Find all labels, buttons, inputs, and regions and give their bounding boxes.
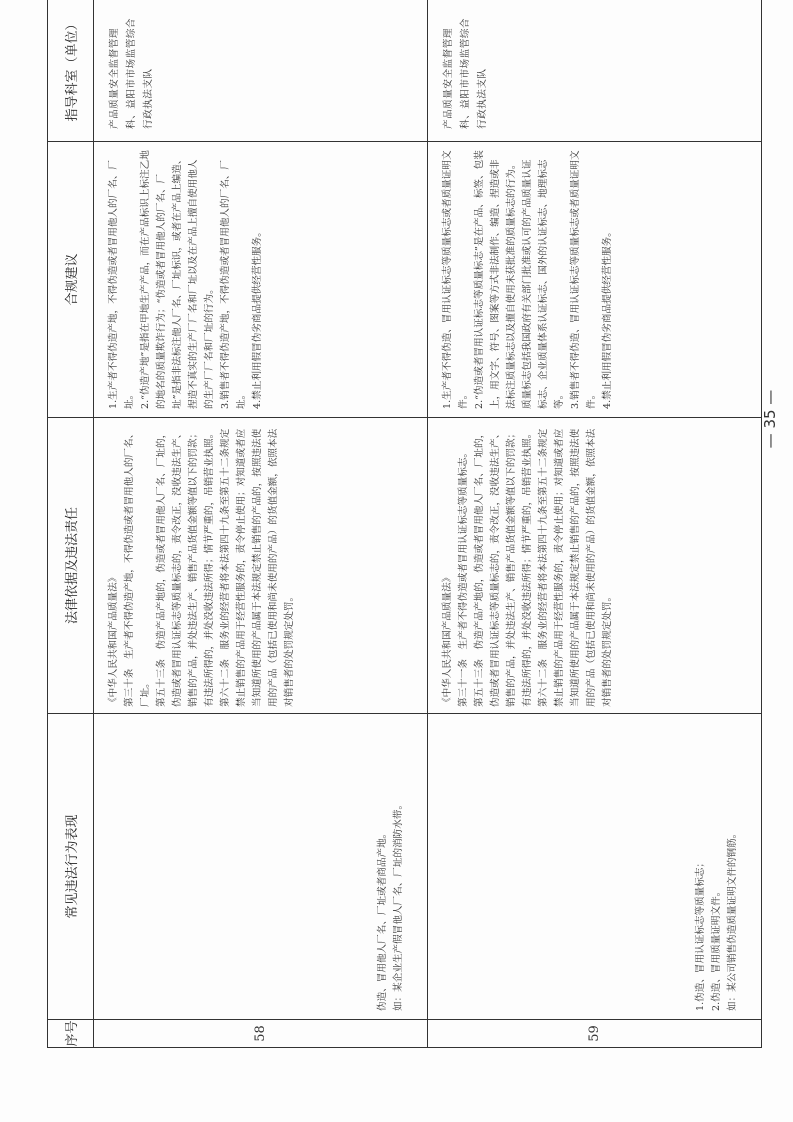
table-header-row xyxy=(48,0,94,1048)
header-advice: 合规建议 xyxy=(48,142,94,418)
behavior-cell xyxy=(94,714,428,1020)
advice-item: 3.销售者不得伪造、冒用认证标志等质量标志或者质量证明文件。 xyxy=(570,150,597,409)
header-behavior: 常见违法行为表现 xyxy=(48,714,94,1020)
behavior-line: 伪造、冒用他人厂名、厂址或者商品产地。 xyxy=(377,828,388,1011)
row-number: 59 xyxy=(428,1020,762,1048)
table-row xyxy=(94,0,428,1048)
header-number: 序号 xyxy=(48,1020,94,1048)
behavior-line: 2.伪造、冒用质量证明文件。 xyxy=(711,886,722,1011)
behavior-example: 如：某公司销售伪造质量证明文件的钢筋。 xyxy=(727,828,738,1011)
behavior-example: 如：某企业生产假冒他人厂名、厂址的消防水带。 xyxy=(393,799,404,1011)
behavior-line: 1.伪造、冒用认证标志等质量标志； xyxy=(695,857,706,1011)
advice-item: 2.“伪造或者冒用认证标志等质量标志”是在产品、标签、包装上，用文字、符号、图案等方式非法制作、编造、捏造或非法标注质量标志以及擅自使用未获批准的质量标志的行为。质量标志包括我国政府有关部门批准或认可的产品质量认证标志、企业质量体系认证标志、国外的认证标志、地理标志等。 xyxy=(474,150,565,409)
advice-item: 4.禁止利用假冒伪劣商品提供经营性服务。 xyxy=(602,227,613,409)
advice-cell xyxy=(94,142,428,418)
advice-item: 1.生产者不得伪造产地，不得伪造或者冒用他人的厂名、厂址。 xyxy=(108,160,135,409)
basis-article: 第六十二条 服务业的经营者将本法第四十九条至第五十二条规定禁止销售的产品用于经营性服务的，责令停止使用；对知道或者应当知道所使用的产品属于本法规定禁止销售的产品的，按照违法使用的产品（包括已使用和尚未使用的产品）的货值金额，依照本法对销售者的处罚规定处罚。 xyxy=(220,428,295,707)
advice-item: 3.销售者不得伪造产地，不得伪造或者冒用他人的厂名、厂址。 xyxy=(220,160,247,409)
basis-article: 第三十条 生产者不得伪造产地，不得伪造或者冒用他人的厂名、厂址。 xyxy=(124,428,151,707)
basis-article: 第五十三条 伪造产品产地的，伪造或者冒用他人厂名、厂址的，伪造或者冒用认证标志等质量标志的，责令改正，没收违法生产、销售的产品，并处违法生产、销售产品货值金额等值以下的罚款；有违法所得的，并处没收违法所得；情节严重的，吊销营业执照。 xyxy=(156,428,215,707)
guiding-unit: 产品质量安全监督管理科、益阳市市场监管综合行政执法支队 xyxy=(443,17,488,129)
basis-article: 第六十二条 服务业的经营者将本法第四十九条至第五十二条规定禁止销售的产品用于经营性服务的，责令停止使用；对知道或者应当知道所使用的产品属于本法规定禁止销售的产品的，按照违法使用的产品（包括已使用和尚未使用的产品）的货值金额，依照本法对销售者的处罚规定处罚。 xyxy=(538,428,613,707)
advice-cell xyxy=(428,142,762,418)
unit-cell xyxy=(428,0,762,142)
basis-cell xyxy=(94,418,428,714)
basis-article: 第三十一条 生产者不得伪造或者冒用认证标志等质量标志。 xyxy=(458,447,469,707)
basis-law-title: 《中华人民共和国产品质量法》 xyxy=(442,572,453,707)
header-basis: 法律依据及违法责任 xyxy=(48,418,94,714)
advice-item: 2.“伪造产地”是指在甲地生产产品，而在产品标识上标注乙地的地名的质量欺诈行为；“伪造或者冒用他人的厂名、厂址”是指非法标注他人厂名、厂址标识，或者在产品上编造、捏造不真实的生产厂厂名和厂址以及在产品上擅自使用他人的生产厂厂名和厂址的行为。 xyxy=(140,150,215,409)
behavior-cell xyxy=(428,714,762,1020)
page-number: — 35 — xyxy=(761,389,779,449)
guiding-unit: 产品质量安全监督管理科、益阳市市场监管综合行政执法支队 xyxy=(109,17,154,129)
advice-item: 4.禁止利用假冒伪劣商品提供经营性服务。 xyxy=(252,227,263,409)
unit-cell xyxy=(94,0,428,142)
header-unit: 指导科室（单位） xyxy=(48,0,94,142)
basis-article: 第五十三条 伪造产品产地的，伪造或者冒用他人厂名、厂址的，伪造或者冒用认证标志等质量标志的，责令改正，没收违法生产、销售的产品，并处违法生产、销售产品货值金额等值以下的罚款；有违法所得的，并处没收违法所得；情节严重的，吊销营业执照。 xyxy=(474,428,533,707)
basis-cell xyxy=(428,418,762,714)
basis-law-title: 《中华人民共和国产品质量法》 xyxy=(108,572,119,707)
table-row xyxy=(428,0,762,1048)
advice-item: 1.生产者不得伪造、冒用认证标志等质量标志或者质量证明文件。 xyxy=(442,150,469,409)
violation-table xyxy=(47,0,762,1048)
row-number: 58 xyxy=(94,1020,428,1048)
